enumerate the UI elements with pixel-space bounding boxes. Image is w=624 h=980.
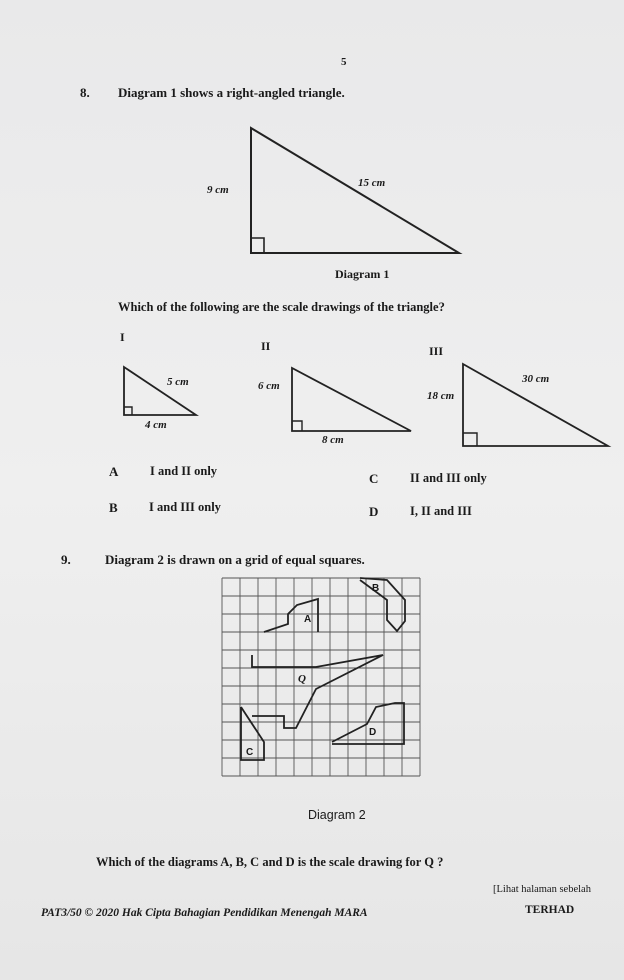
figure-III-label: III bbox=[429, 344, 444, 358]
q8-stem: Diagram 1 shows a right-angled triangle. bbox=[118, 85, 345, 100]
shape-d bbox=[332, 703, 404, 744]
q8-option-a-letter[interactable]: A bbox=[109, 464, 119, 479]
shape-q-label: Q bbox=[298, 673, 306, 685]
next-page-note: [Lihat halaman sebelah bbox=[493, 884, 591, 895]
diagram1-label-vertical: 9 cm bbox=[207, 184, 229, 196]
q8-question: Which of the following are the scale drawings of the triangle? bbox=[118, 300, 445, 314]
footer-classification: TERHAD bbox=[525, 904, 575, 916]
q8-option-b-letter[interactable]: B bbox=[109, 500, 118, 515]
q8-option-d-text[interactable]: I, II and III bbox=[410, 504, 472, 518]
figure-I-side-b: 4 cm bbox=[145, 419, 167, 431]
page-number: 5 bbox=[341, 56, 347, 68]
q8-option-b-text[interactable]: I and III only bbox=[149, 500, 221, 514]
diagram1-label-hypotenuse: 15 cm bbox=[358, 177, 386, 189]
diagram1-caption: Diagram 1 bbox=[335, 267, 390, 281]
figure-II-side-b: 8 cm bbox=[322, 434, 344, 446]
figure-I-label: I bbox=[120, 330, 125, 344]
q8-number: 8. bbox=[80, 85, 90, 100]
figure-III-side-b: 30 cm bbox=[522, 373, 550, 385]
shape-c-label: C bbox=[246, 747, 254, 758]
figure-III-side-a: 18 cm bbox=[427, 390, 455, 402]
shape-b-label: B bbox=[372, 583, 380, 594]
shape-d-label: D bbox=[369, 727, 377, 738]
q8-option-d-letter[interactable]: D bbox=[369, 504, 379, 519]
figure-I-side-a: 5 cm bbox=[167, 376, 189, 388]
figure-II-side-a: 6 cm bbox=[258, 380, 280, 392]
q9-stem: Diagram 2 is drawn on a grid of equal squares. bbox=[105, 552, 365, 567]
q9-question: Which of the diagrams A, B, C and D is the scale drawing for Q ? bbox=[96, 855, 444, 869]
shape-a-label: A bbox=[304, 614, 312, 625]
diagram2-caption: Diagram 2 bbox=[308, 808, 366, 822]
q8-option-c-text[interactable]: II and III only bbox=[410, 471, 487, 485]
figure-II-label: II bbox=[261, 339, 271, 353]
q8-option-c-letter[interactable]: C bbox=[369, 471, 379, 486]
q8-option-a-text[interactable]: I and II only bbox=[150, 464, 218, 478]
shape-q bbox=[252, 655, 383, 728]
q9-number: 9. bbox=[61, 552, 71, 567]
footer-copyright: PAT3/50 © 2020 Hak Cipta Bahagian Pendidikan Menengah MARA bbox=[41, 907, 368, 919]
shape-b bbox=[360, 578, 405, 631]
